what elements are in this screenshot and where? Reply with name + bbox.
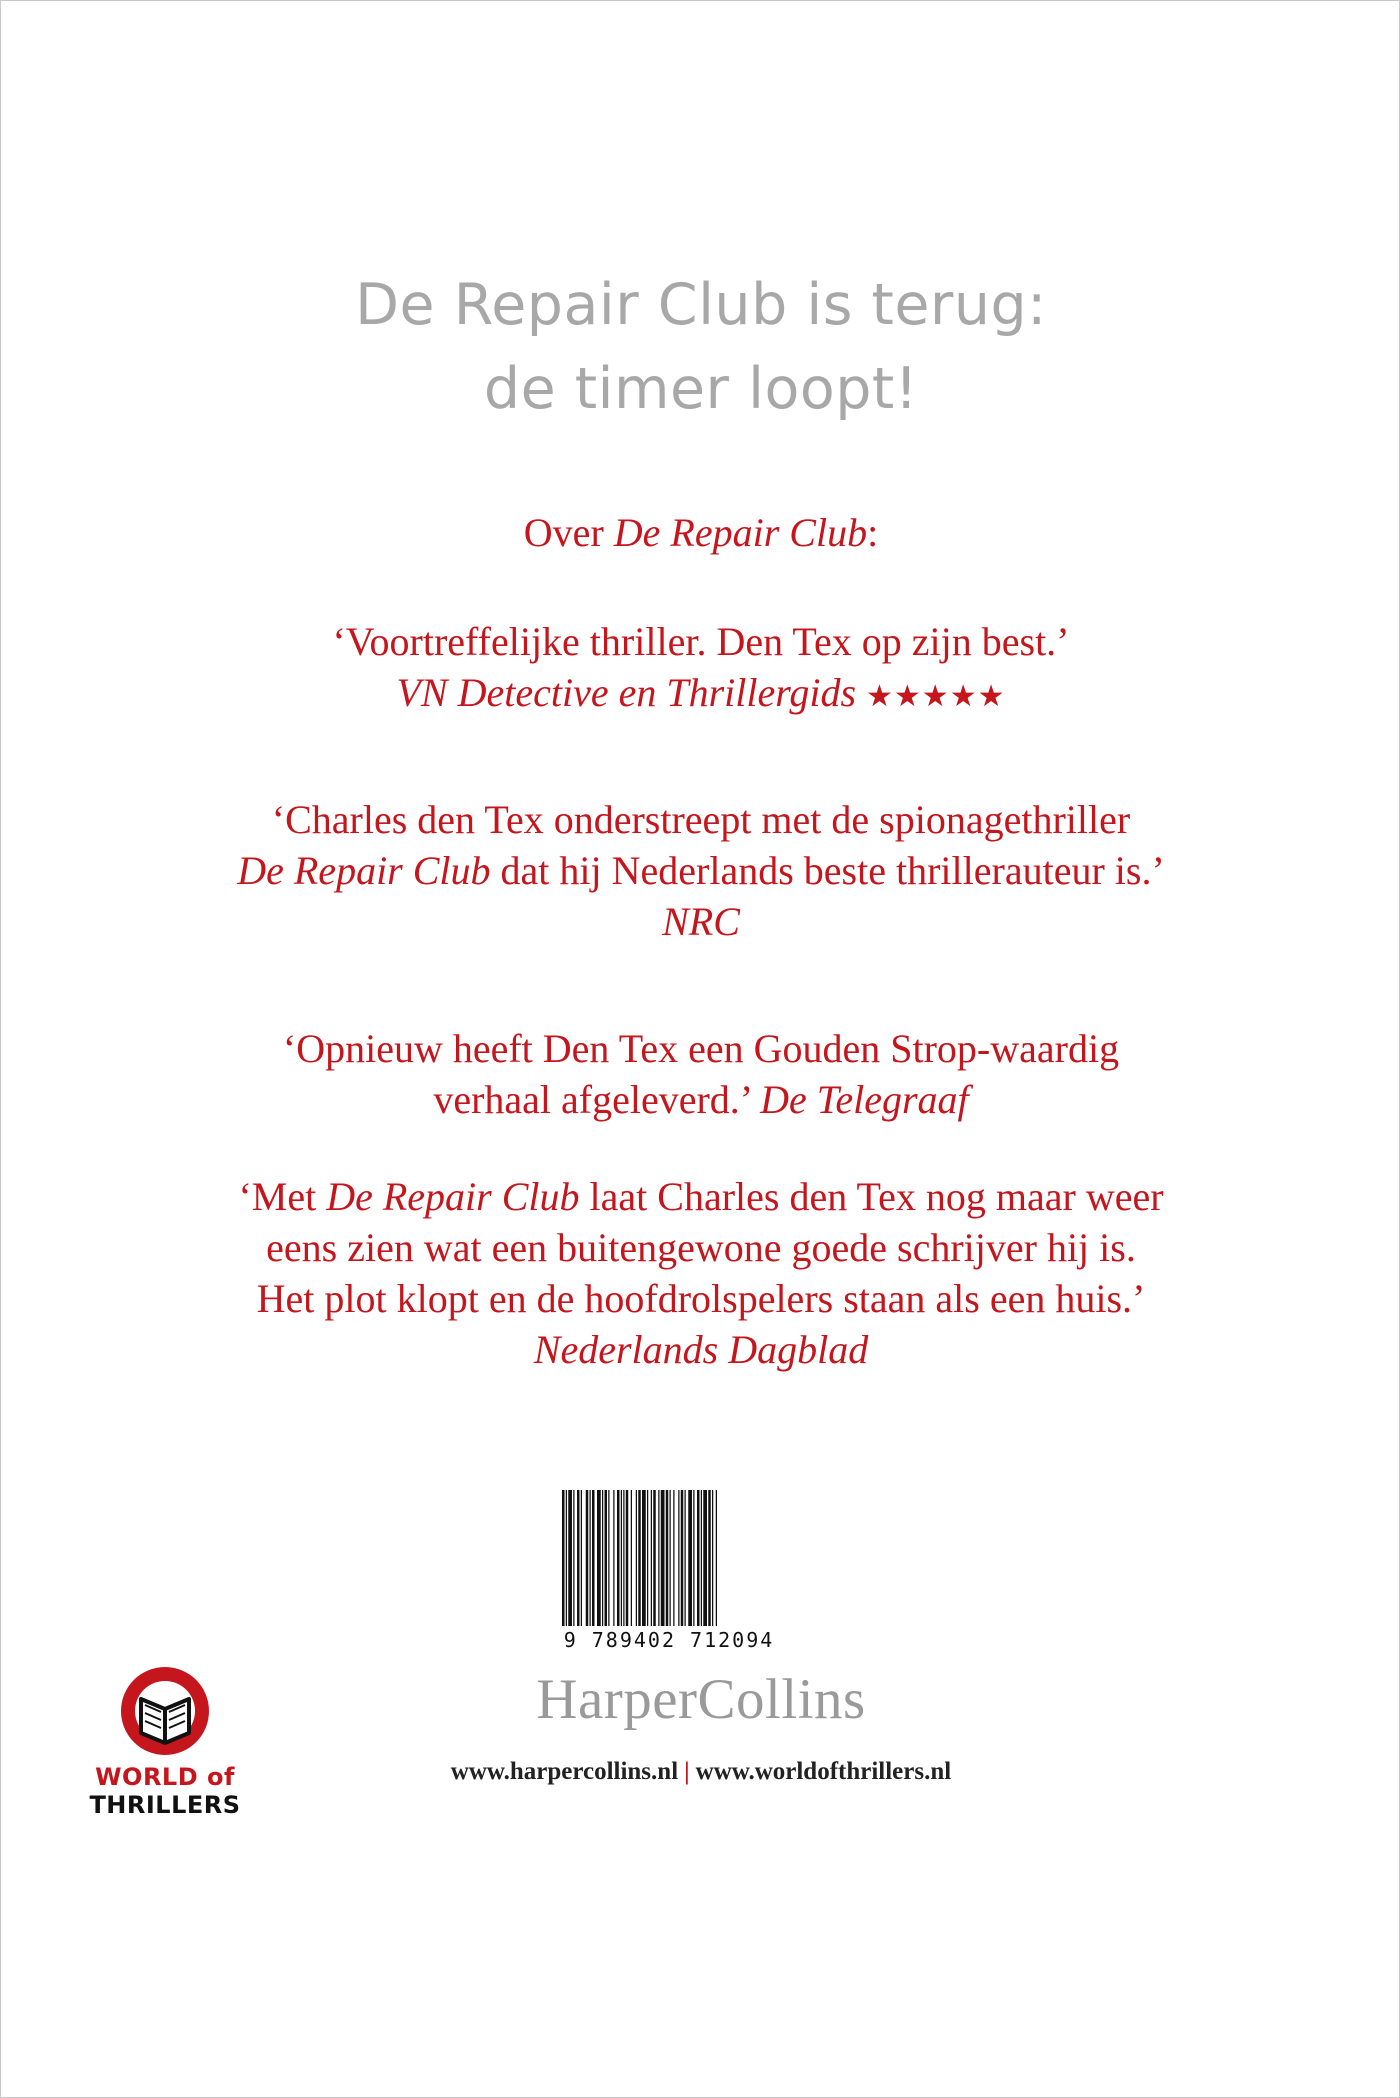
barcode-bar [568, 1490, 572, 1626]
barcode-bar [685, 1490, 686, 1626]
barcode-bar [673, 1490, 674, 1626]
review-quote-2 [1, 794, 1400, 947]
url-separator: | [684, 1758, 690, 1785]
quote-text: verhaal afgeleverd.’ [433, 1077, 761, 1122]
barcode-bar [581, 1490, 582, 1626]
barcode-bar [697, 1490, 700, 1626]
barcode-bar [573, 1490, 574, 1626]
quote-text: dat hij Nederlands beste thrillerauteur is.’ [490, 848, 1165, 893]
barcode-bar [597, 1490, 601, 1626]
barcode-bar [626, 1490, 629, 1626]
logo-text-world-of: WORLD of [95, 1763, 235, 1791]
barcode-bar [592, 1490, 595, 1626]
quote-text: eens zien wat een buitengewone goede schrijver hij is. [266, 1225, 1136, 1270]
isbn-number: 9 789402 712094 [563, 1628, 775, 1652]
rating-stars: ★★★★★ [866, 680, 1006, 713]
barcode-bar [631, 1490, 632, 1626]
barcode-bar [708, 1490, 711, 1626]
publisher-name: HarperCollins [536, 1668, 866, 1731]
barcode-bar [586, 1490, 589, 1626]
barcode-bar [562, 1490, 565, 1626]
barcode-bar [566, 1490, 567, 1626]
barcode-bar [678, 1490, 679, 1626]
quote-text: ‘Charles den Tex onderstreept met de spionagethriller [271, 797, 1131, 842]
barcode-bar [681, 1490, 684, 1626]
headline-line-1: De Repair Club is terug: [355, 272, 1047, 338]
barcode-bar [647, 1490, 648, 1626]
quote-source: NRC [662, 899, 740, 944]
isbn-barcode [540, 1476, 798, 1661]
barcode-bar [621, 1490, 622, 1626]
review-quote-4 [1, 1171, 1400, 1375]
barcode-bar [712, 1490, 713, 1626]
barcode-bar [666, 1490, 669, 1626]
quote-book-title: De Repair Club [326, 1174, 580, 1219]
barcode-bar [608, 1490, 609, 1626]
headline [1, 263, 1400, 431]
intro-prefix: Over [523, 510, 614, 555]
quote-text: ‘Voortreffelijke thriller. Den Tex op zijn best.’ [332, 619, 1070, 664]
logo-text-thrillers: THRILLERS [89, 1791, 241, 1819]
barcode-bar [638, 1490, 641, 1626]
review-quote-3 [1, 1023, 1400, 1125]
url-harpercollins[interactable]: www.harpercollins.nl [450, 1758, 679, 1785]
barcode-bar [577, 1490, 580, 1626]
quote-source: VN Detective en Thrillergids [396, 670, 857, 715]
barcode-bar [590, 1490, 591, 1626]
barcode-bar [605, 1490, 608, 1626]
intro-book-title: De Repair Club [613, 510, 868, 555]
barcode-bar [693, 1490, 694, 1626]
quote-text: ‘Met [238, 1174, 327, 1219]
barcode-bar [636, 1490, 637, 1626]
quote-text: ‘Opnieuw heeft Den Tex een Gouden Strop-waardig [282, 1026, 1120, 1071]
url-worldofthrillers[interactable]: www.worldofthrillers.nl [695, 1758, 952, 1785]
quote-text: Het plot klopt en de hoofdrolspelers staan als een huis.’ [256, 1276, 1146, 1321]
barcode-bar [613, 1490, 614, 1626]
barcode-bar [661, 1490, 665, 1626]
quote-book-title: De Repair Club [237, 848, 491, 893]
barcode-bar [703, 1490, 707, 1626]
barcode-bar [701, 1490, 702, 1626]
barcode-bar [617, 1490, 620, 1626]
publisher-urls [1, 1758, 1400, 1786]
barcode-bar [602, 1490, 603, 1626]
barcode-bar [623, 1490, 624, 1626]
barcode-bars [562, 1490, 776, 1626]
barcode-bar [658, 1490, 659, 1626]
review-quote-1 [1, 616, 1400, 722]
intro-line [1, 507, 1400, 558]
barcode-bar [670, 1490, 671, 1626]
quote-text: laat Charles den Tex nog maar weer [579, 1174, 1164, 1219]
barcode-bar [716, 1490, 717, 1626]
barcode-bar [653, 1490, 656, 1626]
barcode-bar [642, 1490, 646, 1626]
barcode-bar [651, 1490, 652, 1626]
headline-line-2: de timer loopt! [483, 356, 919, 422]
intro-suffix: : [867, 510, 879, 555]
quote-source: De Telegraaf [760, 1077, 969, 1122]
barcode-bar [688, 1490, 692, 1626]
quote-source: Nederlands Dagblad [533, 1327, 869, 1372]
